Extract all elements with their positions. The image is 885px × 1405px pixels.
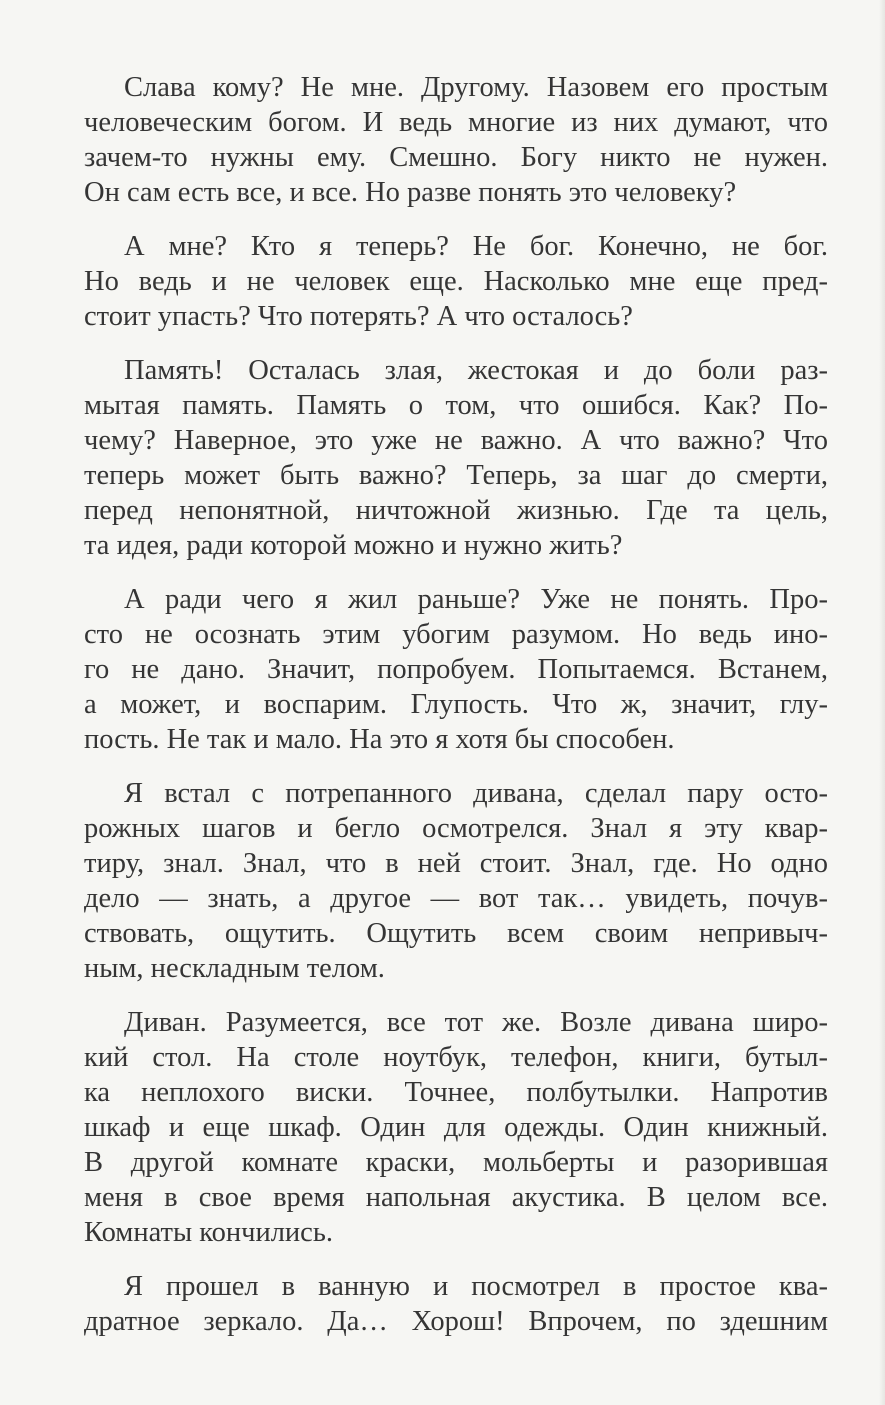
text-line: Диван. Разумеется, все тот же. Возле дивана широ- bbox=[124, 1007, 828, 1038]
text-line: Он сам есть все, и все. Но разве понять это человеку? bbox=[84, 177, 737, 208]
text-line: Память! Осталась злая, жестокая и до боли раз- bbox=[124, 355, 828, 386]
text-line: дело — знать, а другое — вот так… увидеть, почув- bbox=[84, 883, 828, 914]
text-line: А мне? Кто я теперь? Не бог. Конечно, не бог. bbox=[124, 231, 828, 262]
text-line: ствовать, ощутить. Ощутить всем своим непривыч- bbox=[84, 918, 828, 949]
text-line: Я прошел в ванную и посмотрел в простое ква- bbox=[124, 1271, 828, 1302]
text-line: меня в свое время напольная акустика. В целом все. bbox=[84, 1182, 828, 1213]
paragraph bbox=[84, 1005, 828, 1250]
paragraph bbox=[84, 353, 828, 563]
text-line: теперь может быть важно? Теперь, за шаг до смерти, bbox=[84, 460, 828, 491]
text-line: Я встал с потрепанного дивана, сделал пару осто- bbox=[124, 778, 828, 809]
text-line: ным, нескладным телом. bbox=[84, 953, 385, 984]
text-line: кий стол. На столе ноутбук, телефон, книги, бутыл- bbox=[84, 1042, 828, 1073]
text-line: А ради чего я жил раньше? Уже не понять. Про- bbox=[124, 584, 828, 615]
text-line: рожных шагов и бегло осмотрелся. Знал я эту квар- bbox=[84, 813, 828, 844]
text-line: человеческим богом. И ведь многие из них думают, что bbox=[84, 107, 828, 138]
text-line: Комнаты кончились. bbox=[84, 1217, 333, 1248]
paragraph bbox=[84, 1269, 828, 1339]
paragraph bbox=[84, 776, 828, 986]
text-line: ка неплохого виски. Точнее, полбутылки. Напротив bbox=[84, 1077, 828, 1108]
text-line: пость. Не так и мало. На это я хотя бы способен. bbox=[84, 724, 675, 755]
paragraph bbox=[84, 582, 828, 757]
text-line: сто не осознать этим убогим разумом. Но ведь ино- bbox=[84, 619, 828, 650]
text-line: дратное зеркало. Да… Хорош! Впрочем, по здешним bbox=[84, 1306, 828, 1337]
text-line: зачем-то нужны ему. Смешно. Богу никто не нужен. bbox=[84, 142, 828, 173]
text-line: перед непонятной, ничтожной жизнью. Где та цель, bbox=[84, 495, 828, 526]
text-line: шкаф и еще шкаф. Один для одежды. Один книжный. bbox=[84, 1112, 828, 1143]
paragraph bbox=[84, 70, 828, 210]
text-line: та идея, ради которой можно и нужно жить? bbox=[84, 530, 623, 561]
text-line: го не дано. Значит, попробуем. Попытаемся. Встанем, bbox=[84, 654, 828, 685]
text-line: В другой комнате краски, мольберты и разорившая bbox=[84, 1147, 828, 1178]
page-edge-shadow bbox=[879, 0, 885, 1405]
book-page-text bbox=[84, 70, 828, 1358]
text-line: мытая память. Память о том, что ошибся. Как? По- bbox=[84, 390, 828, 421]
text-line: Но ведь и не человек еще. Насколько мне еще пред- bbox=[84, 266, 828, 297]
text-line: тиру, знал. Знал, что в ней стоит. Знал, где. Но одно bbox=[84, 848, 828, 879]
text-line: а может, и воспарим. Глупость. Что ж, значит, глу- bbox=[84, 689, 828, 720]
text-line: стоит упасть? Что потерять? А что осталось? bbox=[84, 301, 633, 332]
text-line: Слава кому? Не мне. Другому. Назовем его простым bbox=[124, 72, 828, 103]
paragraph bbox=[84, 229, 828, 334]
text-line: чему? Наверное, это уже не важно. А что важно? Что bbox=[84, 425, 828, 456]
